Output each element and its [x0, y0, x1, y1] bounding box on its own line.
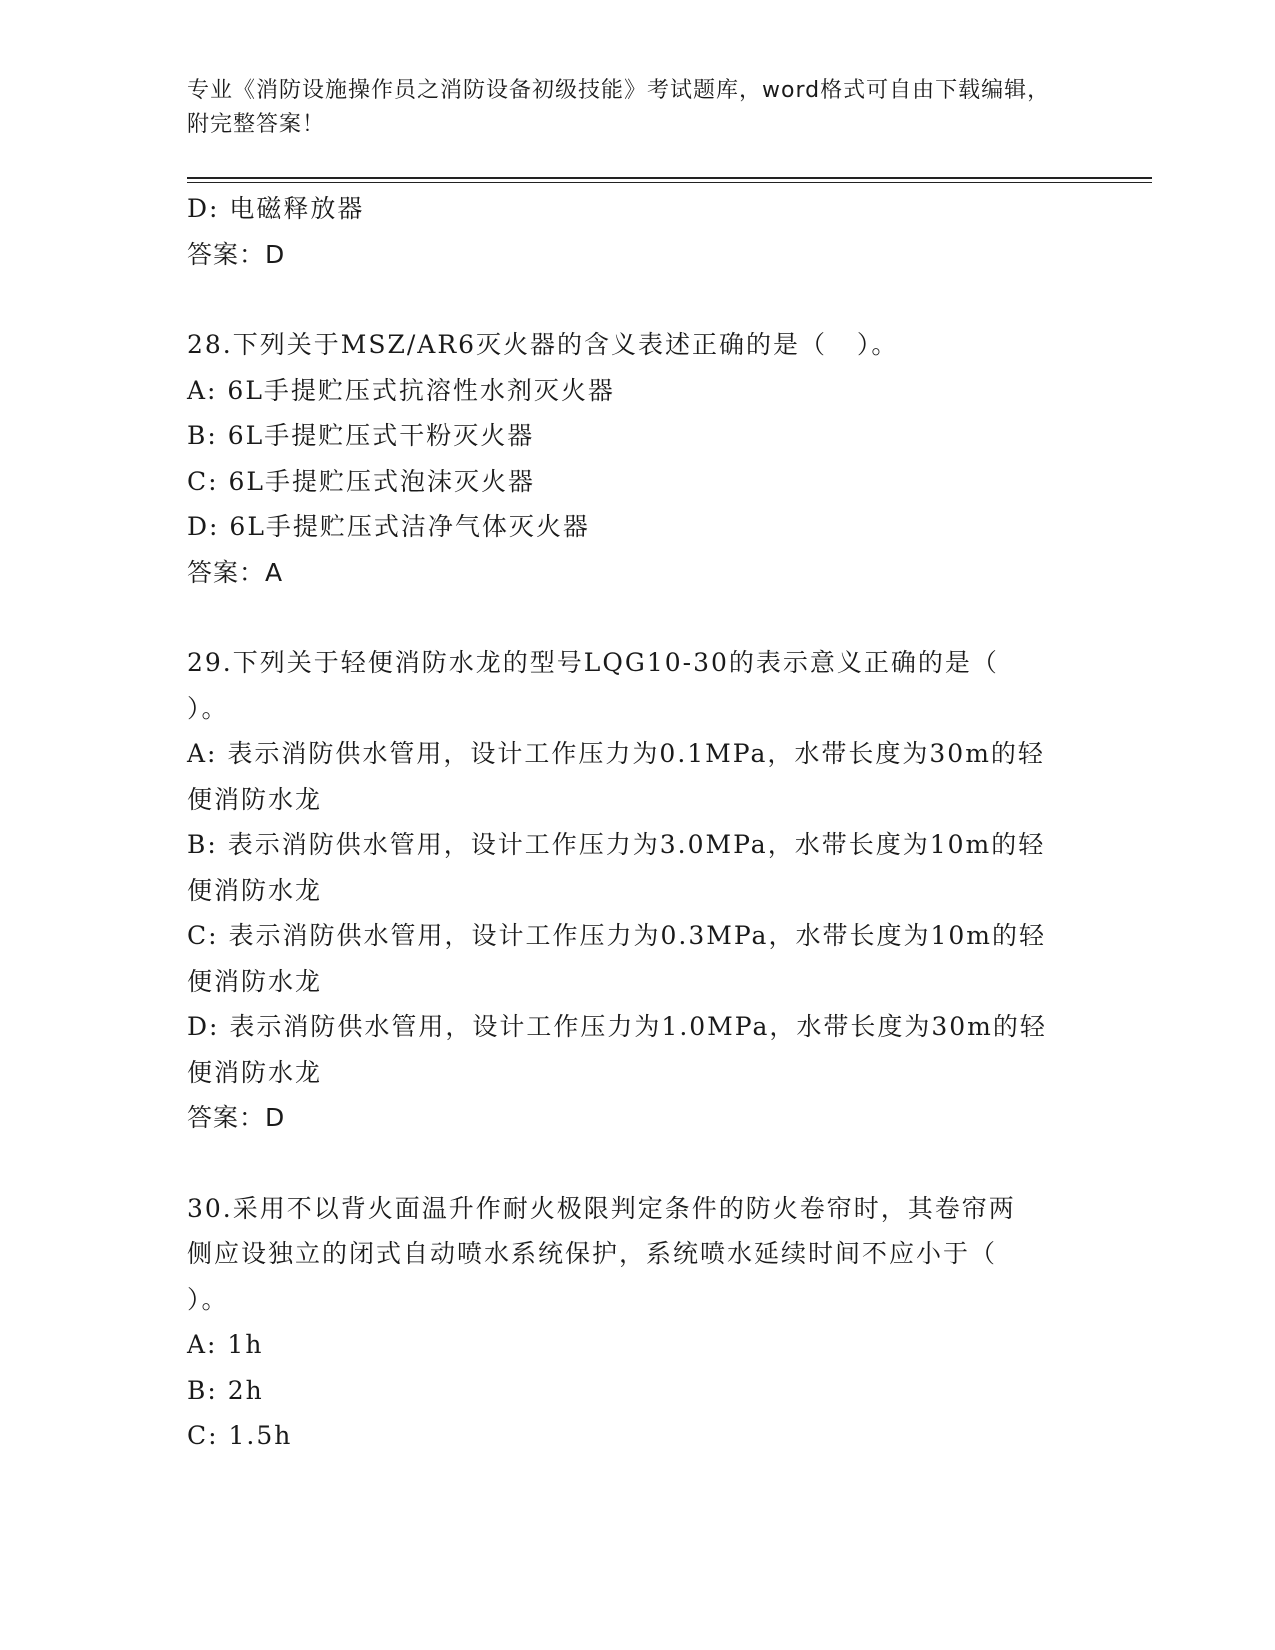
option-b: B: 2h: [187, 1375, 264, 1405]
question-stem-line-2: 侧应设独立的闭式自动喷水系统保护，系统喷水延续时间不应小于（: [187, 1239, 998, 1268]
option-c: C: 6L手提贮压式泡沫灭火器: [187, 466, 536, 496]
option-a: A: 1h: [187, 1330, 264, 1359]
option-b-line-2: 便消防水龙: [187, 875, 323, 905]
question-stem-line-2: ）。: [187, 693, 229, 723]
option-a: A: 6L手提贮压式抗溶性水剂灭火器: [187, 375, 615, 405]
question-stem-line-1: 30.采用不以背火面温升作耐火极限判定条件的防火卷帘时，其卷帘两: [187, 1193, 1016, 1223]
header-text: 专业《消防设施操作员之消防设备初级技能》考试题库，word格式可自由下载编辑，附完整答案！: [187, 78, 1051, 137]
option-d: D: 6L手提贮压式洁净气体灭火器: [187, 512, 590, 541]
question-stem: 28.下列关于MSZ/AR6灭火器的含义表述正确的是（ ）。: [187, 330, 899, 359]
option-c-line-1: C: 表示消防供水管用，设计工作压力为0.3MPa，水带长度为10m的轻: [187, 921, 1046, 950]
divider-line-thin: [187, 182, 1152, 183]
question-28: [187, 322, 1087, 595]
document-body: [187, 186, 1087, 1459]
document-header: [187, 74, 1087, 142]
option-b-line-1: B: 表示消防供水管用，设计工作压力为3.0MPa，水带长度为10m的轻: [187, 830, 1046, 859]
option-a-line-1: A: 表示消防供水管用，设计工作压力为0.1MPa，水带长度为30m的轻: [187, 739, 1045, 768]
option-b: B: 6L手提贮压式干粉灭火器: [187, 421, 535, 450]
header-divider: [187, 177, 1152, 183]
question-30: [187, 1186, 1087, 1459]
option-d-line-1: D: 表示消防供水管用，设计工作压力为1.0MPa，水带长度为30m的轻: [187, 1012, 1047, 1041]
option-a-line-2: 便消防水龙: [187, 784, 323, 814]
option-d-line-2: 便消防水龙: [187, 1057, 323, 1087]
divider-line-thick: [187, 177, 1152, 179]
option-d: D: 电磁释放器: [187, 194, 365, 223]
spacer: [187, 277, 1087, 322]
question-stem-line-1: 29.下列关于轻便消防水龙的型号LQG10-30的表示意义正确的是（: [187, 648, 999, 677]
option-c-line-2: 便消防水龙: [187, 966, 323, 996]
option-c: C: 1.5h: [187, 1421, 293, 1450]
question-27-tail: [187, 186, 1087, 277]
spacer: [187, 1141, 1087, 1186]
question-29: [187, 640, 1087, 1141]
spacer: [187, 595, 1087, 640]
answer-line: 答案：A: [187, 557, 284, 587]
answer-line: 答案：D: [187, 1103, 286, 1132]
answer-line: 答案：D: [187, 239, 286, 269]
question-stem-line-3: ）。: [187, 1284, 229, 1314]
